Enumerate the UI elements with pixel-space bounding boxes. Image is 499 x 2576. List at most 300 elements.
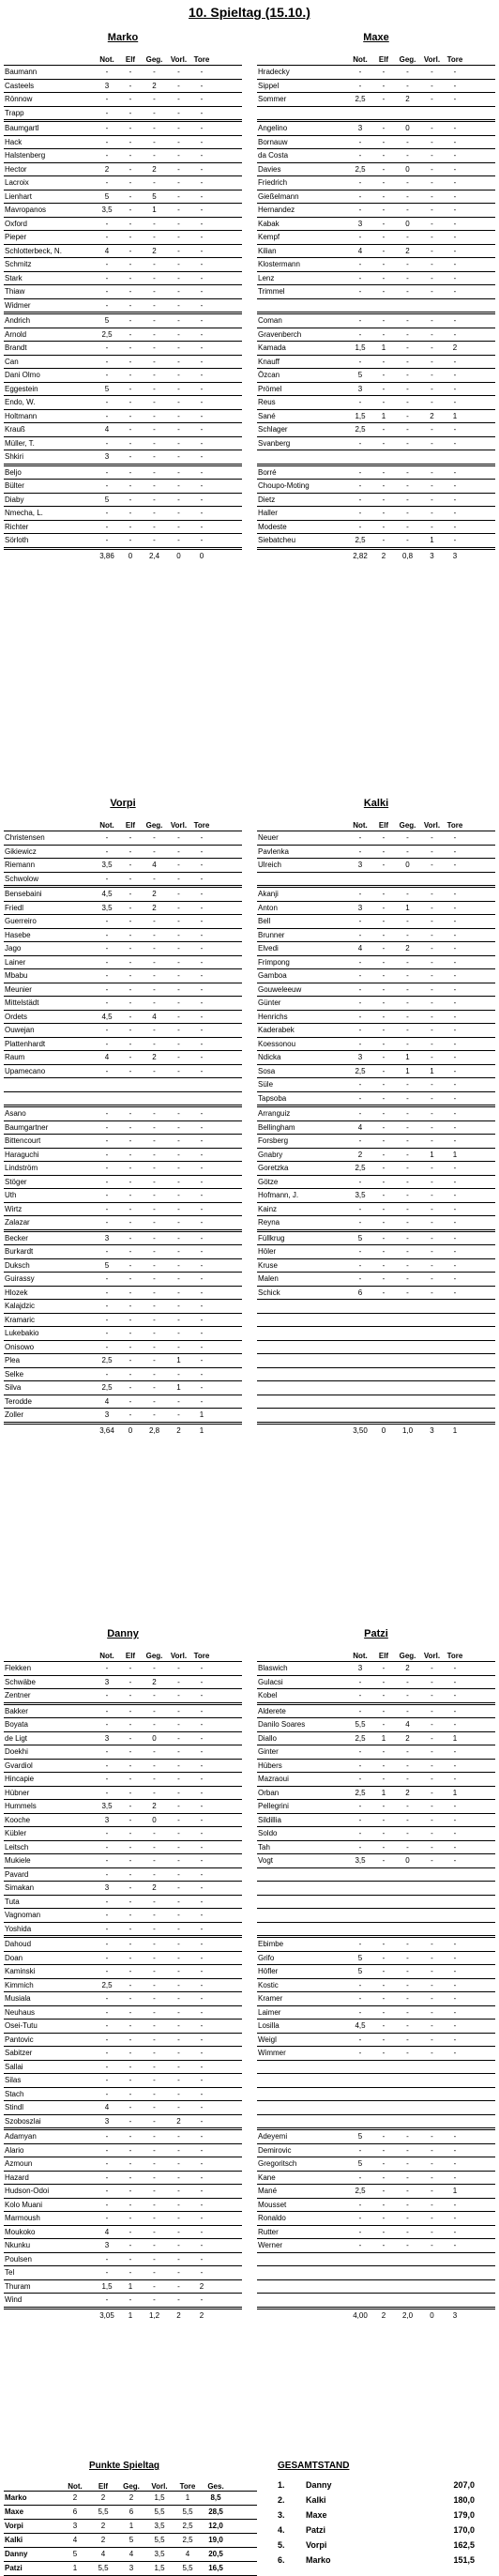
team-pair: [4, 798, 495, 1437]
player-row: [4, 1259, 242, 1273]
stat-cell: -: [177, 2007, 180, 2017]
stat-cell: -: [153, 2089, 156, 2098]
stat-cell: [444, 2061, 466, 2074]
stat-cell: -: [382, 1012, 386, 1021]
player-row: [257, 1078, 495, 1092]
stat-cell: -: [177, 1204, 180, 1213]
punkte-cell: 4: [72, 2536, 78, 2544]
stat-cell: -: [129, 1994, 132, 2003]
stat-cell: -: [177, 1247, 180, 1256]
stat-cell: -: [431, 68, 433, 76]
stat-cell: -: [406, 1747, 409, 1756]
stat-cell: 2: [176, 2116, 181, 2126]
player-name: Arranguiz: [258, 1109, 291, 1118]
stat-cell: -: [382, 2132, 386, 2141]
stat-cell: -: [105, 536, 109, 544]
player-name: Silas: [5, 2076, 22, 2084]
player-name: Pantovic: [5, 2035, 34, 2044]
stat-cell: -: [153, 1177, 156, 1186]
stat-cell: [395, 1341, 420, 1354]
stat-cell: -: [105, 984, 109, 994]
total-cell: 1: [199, 1425, 204, 1435]
stat-cell: -: [153, 917, 156, 925]
player-row: [4, 1300, 242, 1314]
stat-cell: [372, 450, 395, 464]
stat-cell: -: [153, 2214, 156, 2222]
stat-cell: -: [382, 1677, 386, 1686]
stat-cell: [420, 1409, 444, 1422]
stat-cell: -: [453, 890, 457, 898]
player-row: [4, 1868, 242, 1882]
stat-cell: -: [105, 273, 109, 282]
stat-cell: -: [453, 1204, 457, 1213]
stat-cell: -: [177, 452, 180, 461]
column-header: Not.: [353, 821, 368, 830]
stat-cell: [420, 1381, 444, 1395]
stat-cell: -: [129, 1288, 132, 1297]
player-row: [257, 2212, 495, 2226]
stat-cell: -: [129, 1260, 132, 1270]
player-name: Höfler: [258, 1967, 279, 1975]
player-name: Tapsoba: [258, 1093, 287, 1103]
player-row: [257, 272, 495, 286]
stat-cell: -: [382, 1150, 386, 1159]
stat-cell: [420, 450, 444, 464]
stat-cell: -: [200, 1706, 204, 1715]
gesamtstand-name: Vorpi: [306, 2540, 327, 2550]
player-name: Sommer: [258, 95, 287, 103]
stat-cell: -: [453, 1829, 457, 1837]
player-row: [257, 423, 495, 437]
stat-cell: -: [105, 2200, 109, 2209]
stat-cell: -: [129, 2035, 132, 2044]
stat-cell: -: [453, 1136, 457, 1145]
player-row: [257, 1135, 495, 1149]
stat-cell: 3: [357, 903, 363, 912]
player-row: [4, 534, 242, 550]
stat-cell: [420, 2061, 444, 2074]
player-row: [4, 1121, 242, 1136]
stat-cell: -: [382, 357, 386, 366]
stat-cell: [420, 1923, 444, 1936]
player-name: Müller, T.: [5, 438, 35, 448]
stat-cell: -: [177, 1953, 180, 1962]
player-row: [257, 2239, 495, 2253]
stat-cell: -: [177, 1164, 180, 1172]
player-name: Soldo: [258, 1829, 278, 1837]
stat-cell: -: [177, 1924, 180, 1933]
stat-cell: [348, 1327, 372, 1340]
player-row: [257, 1854, 495, 1868]
player-name: Losilla: [258, 2021, 280, 2030]
stat-cell: -: [358, 287, 362, 296]
column-header: Not.: [353, 55, 368, 64]
stat-cell: -: [105, 287, 109, 296]
player-row: [257, 1203, 495, 1217]
stat-cell: -: [453, 246, 457, 255]
totals-label: [4, 550, 95, 563]
stat-cell: [95, 1092, 119, 1105]
stat-cell: -: [453, 1953, 457, 1962]
stat-cell: -: [453, 536, 457, 544]
player-name: Reus: [258, 398, 276, 406]
stat-cell: -: [431, 1677, 433, 1686]
stat-cell: [348, 1896, 372, 1909]
stat-cell: -: [453, 1218, 457, 1227]
player-row: [4, 1354, 242, 1368]
column-header: Tore: [193, 821, 210, 830]
player-name: Henrichs: [258, 1012, 288, 1021]
player-row: [257, 2047, 495, 2061]
punkte-cell: 2: [100, 2536, 106, 2544]
stat-cell: -: [105, 1869, 109, 1879]
player-name: Yoshida: [5, 1924, 32, 1933]
punkte-owner: Danny: [5, 2550, 28, 2558]
stat-cell: -: [129, 1733, 132, 1743]
stat-cell: [444, 1923, 466, 1936]
stat-cell: -: [382, 1691, 386, 1700]
stat-cell: -: [200, 1247, 204, 1256]
player-row: [4, 859, 242, 873]
stat-cell: -: [177, 1288, 180, 1297]
player-name: Vogt: [258, 1856, 274, 1865]
player-row: [4, 1092, 242, 1108]
stat-cell: -: [406, 917, 409, 925]
stat-cell: -: [200, 2227, 204, 2236]
stat-cell: -: [406, 1706, 409, 1715]
player-row: [257, 1051, 495, 1065]
stat-cell: -: [105, 1342, 109, 1351]
stat-cell: -: [200, 2062, 204, 2071]
stat-cell: -: [431, 191, 433, 201]
player-name: Ndicka: [258, 1053, 281, 1061]
stat-cell: 2,5: [355, 164, 366, 174]
player-row: [4, 2101, 242, 2115]
stat-cell: -: [200, 246, 204, 255]
stat-cell: [420, 2115, 444, 2128]
player-row: [257, 1300, 495, 1314]
stat-cell: -: [200, 1747, 204, 1756]
stat-cell: -: [431, 833, 433, 842]
player-row: [257, 245, 495, 259]
stat-cell: -: [358, 178, 362, 187]
total-cell: 2,4: [148, 551, 160, 560]
stat-cell: -: [105, 1788, 109, 1797]
stat-cell: -: [200, 1911, 204, 1919]
stat-cell: 5: [357, 2132, 363, 2141]
column-header-row: [257, 44, 495, 66]
stat-cell: 2: [357, 1150, 363, 1159]
stat-cell: 2,5: [101, 1383, 113, 1392]
stat-cell: [372, 1868, 395, 1882]
stat-cell: [444, 107, 466, 120]
stat-cell: [348, 1368, 372, 1381]
stat-cell: -: [358, 930, 362, 939]
stat-cell: -: [406, 522, 409, 531]
stat-cell: -: [406, 1164, 409, 1172]
stat-cell: -: [200, 944, 204, 953]
stat-cell: -: [129, 1677, 132, 1686]
punkte-cell: 1: [72, 2564, 78, 2572]
stat-cell: -: [453, 1093, 457, 1103]
stat-cell: -: [358, 1706, 362, 1715]
stat-cell: -: [406, 137, 409, 146]
player-name: Rutter: [258, 2227, 279, 2236]
player-name: [257, 1381, 348, 1395]
player-row: [257, 1273, 495, 1287]
player-name: Nkunku: [5, 2241, 31, 2249]
player-row: [257, 1354, 495, 1368]
stat-cell: 4: [104, 425, 110, 434]
stat-cell: -: [200, 1829, 204, 1837]
player-row: [257, 902, 495, 916]
stat-cell: -: [129, 329, 132, 339]
stat-cell: -: [406, 343, 409, 352]
player-row: [4, 2253, 242, 2267]
punkte-owner: Vorpi: [5, 2522, 23, 2530]
player-row: [257, 314, 495, 328]
column-header: Not.: [353, 1652, 368, 1660]
stat-cell: [395, 2280, 420, 2294]
stat-cell: -: [200, 287, 204, 296]
stat-cell: [167, 1092, 190, 1105]
stat-cell: -: [200, 273, 204, 282]
player-row: [257, 1245, 495, 1259]
stat-cell: -: [129, 219, 132, 228]
column-header: Not.: [99, 821, 114, 830]
player-name: Lienhart: [5, 191, 32, 201]
player-row: [257, 258, 495, 272]
player-name: Ronaldo: [258, 2214, 286, 2222]
gesamtstand-row: [278, 2538, 495, 2553]
stat-cell: -: [382, 1815, 386, 1824]
stat-cell: -: [431, 1164, 433, 1172]
stat-cell: -: [382, 833, 386, 842]
gesamtstand-name: Marko: [306, 2555, 331, 2565]
stat-cell: -: [453, 1940, 457, 1948]
stat-cell: 3: [104, 1733, 110, 1743]
gesamtstand-name: Patzi: [306, 2525, 326, 2535]
player-row: [4, 1952, 242, 1966]
stat-cell: -: [382, 917, 386, 925]
stat-cell: -: [105, 2254, 109, 2264]
stat-cell: 4,5: [101, 890, 113, 898]
player-row: [4, 191, 242, 205]
stat-cell: -: [358, 1012, 362, 1021]
stat-cell: -: [406, 1012, 409, 1021]
player-name: Brunner: [258, 930, 285, 939]
player-name: Hübner: [5, 1788, 30, 1797]
stat-cell: 4: [405, 1720, 410, 1729]
player-name: Sörloth: [5, 536, 29, 544]
column-header: Geg.: [145, 55, 163, 64]
stat-cell: -: [177, 2103, 180, 2111]
player-row: [257, 507, 495, 521]
stat-cell: -: [129, 1720, 132, 1729]
stat-cell: -: [105, 1177, 109, 1186]
stat-cell: 2,5: [355, 2187, 366, 2195]
stat-cell: -: [453, 1109, 457, 1118]
stat-cell: -: [382, 1233, 386, 1242]
stat-cell: -: [177, 1218, 180, 1227]
player-name: Wind: [5, 2295, 23, 2304]
stat-cell: -: [453, 1274, 457, 1283]
stat-cell: -: [153, 438, 156, 448]
stat-cell: -: [382, 495, 386, 504]
stat-cell: -: [382, 206, 386, 214]
stat-cell: -: [200, 2241, 204, 2249]
stat-cell: -: [177, 1733, 180, 1743]
stat-cell: -: [406, 411, 409, 420]
stat-cell: -: [358, 1775, 362, 1783]
stat-cell: -: [406, 357, 409, 366]
player-name: Hübers: [258, 1761, 282, 1770]
stat-cell: -: [382, 1122, 386, 1132]
stat-cell: -: [382, 1953, 386, 1962]
punkte-owner: Kalki: [5, 2536, 23, 2544]
player-name: Orban: [258, 1788, 280, 1797]
stat-cell: -: [200, 1396, 204, 1406]
stat-cell: -: [382, 1039, 386, 1048]
stat-cell: -: [177, 1233, 180, 1242]
stat-cell: -: [406, 971, 409, 980]
stat-cell: -: [358, 1204, 362, 1213]
stat-cell: -: [406, 2007, 409, 2017]
stat-cell: [395, 2294, 420, 2307]
player-row: [4, 176, 242, 191]
stat-cell: [395, 1354, 420, 1367]
player-name: Kempf: [258, 233, 280, 241]
player-row: [257, 1092, 495, 1108]
player-name: Endo, W.: [5, 398, 36, 406]
stat-cell: 2: [199, 2281, 204, 2291]
stat-cell: -: [105, 2076, 109, 2084]
player-name: Coman: [258, 316, 282, 325]
stat-cell: 0: [405, 164, 410, 174]
player-name: Tah: [258, 1842, 270, 1852]
player-row: [4, 149, 242, 163]
stat-cell: -: [382, 1842, 386, 1852]
stat-cell: -: [177, 495, 180, 504]
player-row: [4, 1745, 242, 1760]
player-row: [4, 163, 242, 177]
stat-cell: -: [406, 846, 409, 856]
stat-cell: -: [406, 536, 409, 544]
player-name: Sildillia: [258, 1815, 281, 1824]
stat-cell: -: [453, 1691, 457, 1700]
player-row: [4, 1065, 242, 1079]
stat-cell: -: [177, 1274, 180, 1283]
totals-row: [257, 1425, 495, 1438]
stat-cell: 1: [430, 1066, 434, 1075]
stat-cell: -: [129, 890, 132, 898]
stat-cell: -: [200, 95, 204, 103]
stat-cell: -: [129, 108, 132, 117]
stat-cell: -: [153, 137, 156, 146]
stat-cell: -: [406, 467, 409, 477]
stat-cell: -: [200, 1315, 204, 1324]
stat-cell: 2,5: [101, 329, 113, 339]
player-row: [257, 1965, 495, 1979]
stat-cell: -: [153, 233, 156, 241]
player-row: [4, 2144, 242, 2158]
stat-cell: [395, 2101, 420, 2114]
stat-cell: -: [358, 438, 362, 448]
stat-cell: -: [177, 1802, 180, 1810]
stat-cell: 1: [452, 1150, 458, 1159]
player-row: [257, 521, 495, 535]
stat-cell: -: [153, 846, 156, 856]
stat-cell: -: [431, 124, 433, 132]
player-row: [4, 1882, 242, 1896]
stat-cell: -: [105, 1247, 109, 1256]
stat-cell: -: [177, 1980, 180, 1989]
stat-cell: -: [406, 1691, 409, 1700]
stat-cell: -: [200, 1856, 204, 1865]
stat-cell: -: [406, 1177, 409, 1186]
stat-cell: -: [382, 522, 386, 531]
stat-cell: -: [453, 1842, 457, 1852]
column-header: Elf: [378, 821, 389, 830]
stat-cell: -: [177, 164, 180, 174]
stat-cell: -: [358, 984, 362, 994]
punkte-owner: Patzi: [5, 2564, 23, 2572]
stat-cell: -: [453, 357, 457, 366]
stat-cell: -: [200, 343, 204, 352]
stat-cell: -: [177, 1026, 180, 1034]
stat-cell: -: [153, 371, 156, 379]
stat-cell: [372, 1300, 395, 1313]
player-row: [257, 107, 495, 123]
player-row: [257, 831, 495, 846]
stat-cell: -: [431, 1747, 433, 1756]
column-header: Geg.: [145, 821, 163, 830]
player-name: Diallo: [258, 1733, 278, 1743]
player-row: [257, 2144, 495, 2158]
stat-cell: 1: [199, 1410, 204, 1419]
stat-cell: -: [358, 467, 362, 477]
stat-cell: -: [431, 95, 433, 103]
stat-cell: -: [153, 384, 156, 393]
column-header: Vorl.: [170, 821, 188, 830]
player-row: [4, 942, 242, 956]
stat-cell: -: [431, 1802, 433, 1810]
player-row: [257, 2034, 495, 2048]
gesamtstand-rank: 3.: [278, 2510, 285, 2520]
player-name: Plattenhardt: [5, 1039, 46, 1048]
stat-cell: -: [105, 846, 109, 856]
stat-cell: -: [129, 398, 132, 406]
player-row: [4, 1814, 242, 1828]
player-name: Dahoud: [5, 1940, 32, 1948]
player-name: [257, 2280, 348, 2294]
stat-cell: -: [406, 2035, 409, 2044]
stat-cell: -: [406, 178, 409, 187]
stat-cell: -: [153, 68, 156, 76]
stat-cell: -: [453, 1053, 457, 1061]
stat-cell: -: [153, 1122, 156, 1132]
stat-cell: -: [382, 68, 386, 76]
player-row: [257, 1162, 495, 1176]
stat-cell: -: [453, 1191, 457, 1199]
stat-cell: -: [406, 1122, 409, 1132]
stat-cell: -: [105, 957, 109, 967]
column-header: Not.: [99, 55, 114, 64]
stat-cell: -: [200, 1720, 204, 1729]
stat-cell: 2: [452, 343, 458, 352]
stat-cell: -: [177, 2089, 180, 2098]
column-header: Tore: [446, 821, 463, 830]
